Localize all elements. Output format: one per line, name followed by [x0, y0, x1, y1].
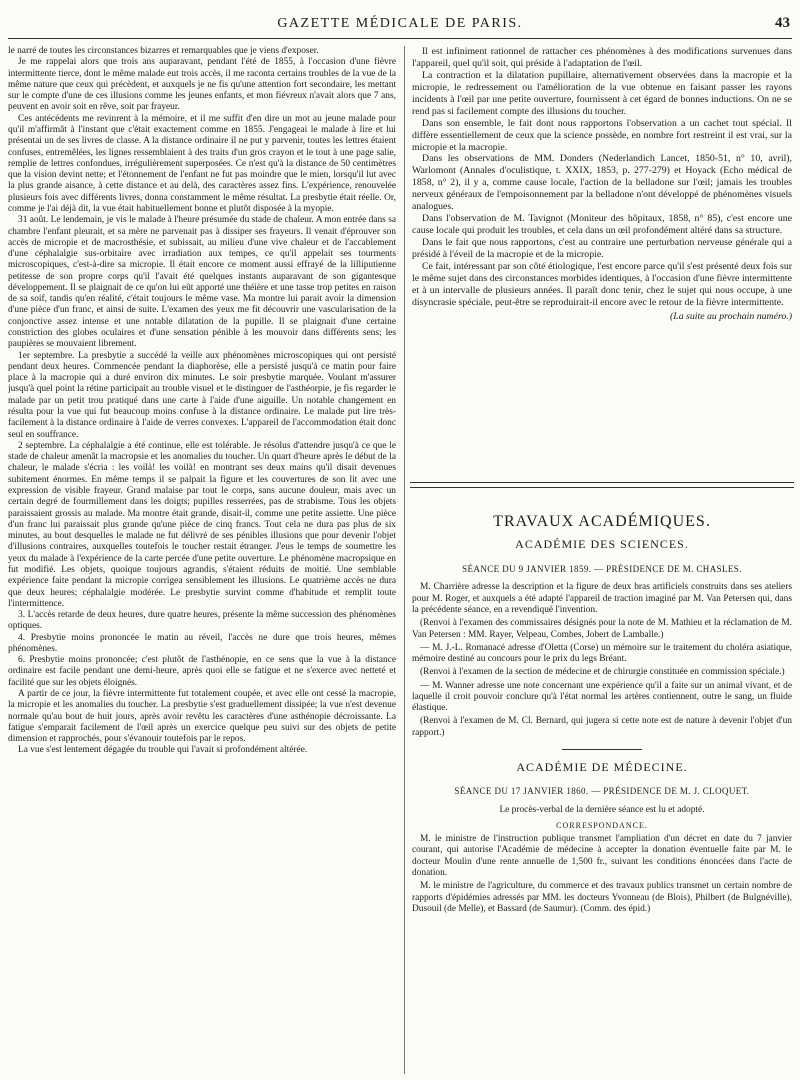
paragraph: Je me rappelai alors que trois ans auparavant, pendant l'été de 1855, à l'occasion d'une fièvre intermittente tierce, dont le même malade eut trois accès, il me raconta certains troubles de la vue de la même nature que ceux qui précèdent, et auxquels je ne fis qu'une attention fort secondaire, les mettant sur le compte d'une de ces illusions comme les jeunes enfants, et mon fiévreux n'avait alors que 7 ans, peuvent en avoir soit en rêve, soit par frayeur. — [8, 57, 396, 113]
continued-note: (La suite au prochain numéro.) — [670, 310, 792, 322]
short-divider — [562, 749, 642, 750]
academic-section — [412, 496, 792, 1076]
paragraph: 31 août. Le lendemain, je vis le malade à l'heure présumée du stade de chaleur. A mon entrée dans sa chambre l'enfant pleurait, et sa mère ne parvenait pas à dissiper ses frayeurs. Il venait d'éprouver son accès de micropie et de macrosthésie, et subissait, au milieu d'une vive chaleur et de l'accablement d'une céphalalgie sus-orbitaire avec irradiation aux tempes, ce qu'il appelait ses tourments microscopiques, c'est-à-dire sa micropie. Il était encore ce moment aussi effrayé de la lilliputienne petitesse de son propre corps qu'il l'avait été quelques instants auparavant de son gigantesque développement. Il se plaignait de ce qu'on lui eût apporté une théière et une tasse trop petites en raison de sa soif, tandis qu'en réalité, c'était toujours le même vase. Ma montre lui parait avoir la dimension d'une pièce d'un franc, et ainsi de suite. L'examen des yeux me fit découvrir une vascularisation de la conjonctive assez intense et une notable dilatation de la pupille. Il se plaignait d'une certaine constriction des globes oculaires et d'une sensation pénible à les mouvoir dans différents sens; les paupières se mouvaient librement. — [8, 215, 396, 350]
paragraph: 2 septembre. La céphalalgie a été continue, elle est tolérable. Je résolus d'attendre jusqu'à ce que le stade de chaleur amenât la macropsie et les anomalies du toucher. Un quart d'heure après le début de la chaleur, le malade s'écria : les voilà! les voilà! en montrant ses deux mains qu'il disait devenues subitement énormes. En même temps il se palpait la figure et les couvertures de son lit avec une expression de visible frayeur. Grand malaise par tout le corps, sans aucune douleur, mais avec un certain degré de fourmillement dans les doigts; pupilles resserrées, pas de strabisme. Tous les objets paraissaient grossis au malade. Ma montre était grande, disait-il, comme une petite assiette. Une pièce d'un franc lui paraissait plus grande qu'une pièce de cinq francs. Tout cela ne dura pas plus de six minutes, au bout desquelles le malade ne fut délivré de ses pénibles illusions que pour devenir l'objet d'illusions contraires, auxquelles toutefois le toucher restait étranger. J'eus le temps de soumettre les yeux du malade à l'expérience de la carte percée d'une petite ouverture. Le phénomène macropsique en fut modifié. Les objets, quoique toujours agrandis, s'étaient réduits de moitié. Une semblable expérience faite pendant la micropie corrigea sensiblement les illusions. Le quatrième accès ne dura que deux heures; céphalalgie modérée. Le presbytie survint comme d'habitude et remplit toute l'intermittence. — [8, 440, 396, 609]
paragraph: La contraction et la dilatation pupillaire, alternativement observées dans la macropie et la micropie, le redressement ou l'amélioration de la vue obtenue en faisant passer les rayons incidents à l'œil par une petite ouverture, fournissent à cet égard de bonnes inductions. On ne se rend pas si facilement compte des illusions du toucher. — [412, 69, 792, 117]
journal-title: GAZETTE MÉDICALE DE PARIS. — [277, 16, 523, 31]
page-header — [8, 14, 792, 39]
left-column — [8, 46, 396, 1074]
paragraph: Ces antécédents me revinrent à la mémoire, et il me suffit d'en dire un mot au jeune malade pour qu'il m'affirmât à l'instant que c'était exactement comme en 1855. J'engageai le malade à lire et lui présentai un de ses livres de classe. A la distance ordinaire il ne put y parvenir, toutes les lettres étaient confuses, entremêlées, les lignes ressemblaient à des traits d'un gros crayon et le tout à une page salie, remplie de lettres confondues, irrégulièrement superposées. Ce n'est qu'à la distance de 50 centimètres que la vision devint nette; et l'étonnement de l'enfant ne fut pas moindre que le mien, lorsqu'il lut avec la plus grande aisance, à cette distance et au delà, des caractères assez fins. L'expérience, renouvelée plusieurs fois avec différents livres, donna constamment le même résultat. La presbytie était réelle. Or, comme je l'ai déjà dit, la vue était habituellement bonne et plutôt disposée à la myopie. — [8, 113, 396, 214]
paragraph: La vue s'est lentement dégagée du trouble qui l'avait si profondément altérée. — [18, 745, 308, 756]
paragraph: (Renvoi à l'examen de M. Cl. Bernard, qui jugera si cette note est de nature à devenir l'objet d'un rapport.) — [412, 716, 792, 738]
column-divider — [404, 46, 405, 1074]
paragraph: le narré de toutes les circonstances bizarres et remarquables que je viens d'exposer. — [8, 46, 319, 56]
paragraph: Dans son ensemble, le fait dont nous rapportons l'observation a un cachet tout spécial. Il diffère essentiellement de ceux que la science possède, en nombre fort restreint il est vrai, sur la micropie et la macropie. — [412, 117, 792, 153]
paragraph: 1er septembre. La presbytie a succédé la veille aux phénomènes microscopiques qui ont persisté pendant deux heures. Commencée pendant la diaphorèse, elle a persisté jusqu'à ce matin pour faire place à la macropie qui a duré environ dix minutes. Le soir presbytie marquée. Voulant m'assurer jusqu'à quel point la rétine participait au trouble visuel et le distinguer de l'asthéorpie, je fis regarder le malade par un petit trou pratiqué dans une carte à l'aide d'une aiguille. Un notable changement en résulta pour la vue qui fut beaucoup moins confuse à la distance ordinaire. Le malade put lire très-facilement à la distance ordinaire à l'aide de verres convexes. L'appareil de l'accommodation était donc seul en souffrance. — [8, 350, 396, 440]
paragraph: M. Charrière adresse la description et la figure de deux bras artificiels construits dans ses ateliers pour M. Roger, et auxquels a été adapté l'appareil de traction imaginé par M. Van Petersen qui, dans la précédente séance, en a revendiqué l'invention. — [412, 582, 792, 615]
paragraph: Le procès-verbal de la dernière séance est lu et adopté. — [499, 805, 705, 816]
paragraph: Dans l'observation de M. Tavignot (Moniteur des hôpitaux, 1858, n° 85), c'est encore une cause locale qui produit les troubles, et cela dans un œil profondément altéré dans sa structure. — [412, 213, 792, 237]
academy-medecine-heading: ACADÉMIE DE MÉDECINE. — [516, 760, 688, 775]
session-heading: SÉANCE DU 9 JANVIER 1859. — PRÉSIDENCE DE M. CHASLES. — [462, 563, 742, 574]
paragraph: (Renvoi à l'examen des commissaires désignés pour la note de M. Mathieu et la réclamation de M. Van Petersen : MM. Rayer, Velpeau, Combes, Jobert de Lamballe.) — [412, 618, 792, 640]
paragraph: 3. L'accès retarde de deux heures, dure quatre heures, présente la même succession des phénomènes optiques. — [8, 610, 396, 632]
paragraph: 4. Presbytie moins prononcée le matin au réveil, l'accès ne dure que trois heures, mêmes phénomènes. — [8, 632, 396, 654]
right-column-article — [412, 46, 792, 462]
paragraph: A partir de ce jour, la fièvre intermittente fut totalement coupée, et avec elle ont cessé la macropie, la micropie et les anomalies du toucher. La presbytie s'est graduellement dissipée; la vue n'est devenue normale qu'au bout de huit jours, après avoir revêtu les caractères d'une asthénopie décroissante. La fatigue s'emparait facilement de l'œil après un exercice quelque peu suivi sur des objets de petite dimension et rapprochés, pour s'évanouir toutefois par le repos. — [8, 689, 396, 745]
paragraph: (Renvoi à l'examen de la section de médecine et de chirurgie constituée en commission spéciale.) — [420, 667, 785, 678]
page-number: 43 — [775, 15, 790, 31]
session-heading: SÉANCE DU 17 JANVIER 1860. — PRÉSIDENCE DE M. J. CLOQUET. — [454, 786, 750, 797]
paragraph: Dans le fait que nous rapportons, c'est au contraire une perturbation nerveuse générale qui a présidé à l'éveil de la macropie et de la micropie. — [412, 237, 792, 260]
paragraph: — M. J.-L. Romanacé adresse d'Oletta (Corse) un mémoire sur le traitement du choléra asiatique, mémoire destiné au concours pour le prix du legs Bréant. — [412, 642, 792, 665]
paragraph: Dans les observations de MM. Donders (Nederlandich Lancet, 1850-51, n° 10, avril), Warlomont (Annales d'oculistique, t. XXIX, 1853, p. 277-279) et Hoyack (Echo médical de 1858, n° 2), il y a, comme cause locale, l'action de la belladone sur l'œil; jamais les troubles nerveux généraux de l'empoisonnement par la belladone n'ont développé de phénomènes visuels analogues. — [412, 153, 792, 213]
paragraph: M. le ministre de l'agriculture, du commerce et des travaux publics transmet un certain nombre de rapports d'épidémies adressés par MM. les docteurs Yvonneau (de Blois), Philbert (de Bulgnéville), Dusouil (de Melle), et Bassard (de Saumur). (Comm. des épid.) — [412, 881, 792, 914]
paragraph: 6. Presbytie moins prononcée; c'est plutôt de l'asthénopie, en ce sens que la vue à la distance ordinaire est facile pendant une demi-heure, après quoi elle se fatigue et ne s'exerce avec netteté et facilité que sur les objets éloignés. — [8, 655, 396, 688]
correspondance-heading: CORRESPONDANCE. — [556, 820, 648, 830]
paragraph: M. le ministre de l'instruction publique transmet l'ampliation d'un décret en date du 7 janvier courant, qui autorise l'Académie de médecine à accepter la donation éventuelle faite par M. le docteur Moulin d'une rente annuelle de 1,500 fr., suivant les conditions énoncées dans l'acte de donation. — [412, 834, 792, 878]
section-separator — [410, 482, 794, 488]
section-title: TRAVAUX ACADÉMIQUES. — [493, 513, 711, 530]
paragraph: Ce fait, intéressant par son côté étiologique, l'est encore parce qu'il s'est présenté deux fois sur le même sujet dans des circonstances morbides identiques, à l'occasion d'une fièvre intermittente et à un intervalle de plusieurs années. Il paraît donc tenir, chez le sujet qui nous occupe, à une disyncrasie spéciale, peut-être se reproduirait-il encore avec le retour de la fièvre intermittente. — [412, 260, 792, 308]
academy-sciences-heading: ACADÉMIE DES SCIENCES. — [515, 537, 689, 552]
paragraph: — M. Wanner adresse une note concernant une expérience qu'il a faite sur un animal vivant, et de laquelle il croit pouvoir conclure qu'à l'état normal les artères contiennent, outre le sang, un fluide élastique. — [412, 680, 792, 714]
paragraph: Il est infiniment rationnel de rattacher ces phénomènes à des modifications survenues dans l'appareil, quel qu'il soit, qui préside à l'adaptation de l'œil. — [412, 46, 792, 69]
